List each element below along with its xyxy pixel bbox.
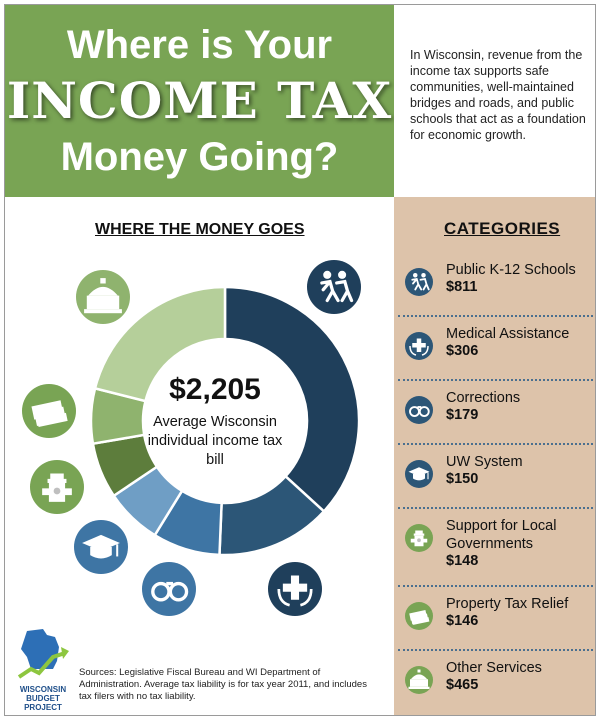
building-icon — [404, 665, 434, 695]
category-row — [394, 257, 596, 321]
medical-cross-hands-icon — [268, 562, 322, 616]
category-row — [394, 591, 596, 655]
logo-line-3: PROJECT — [24, 703, 62, 712]
logo-line-2: BUDGET — [26, 694, 60, 703]
category-divider — [398, 585, 593, 587]
category-value: $148 — [446, 553, 479, 569]
category-name: UW System — [446, 454, 523, 470]
category-name: Property Tax Relief — [446, 596, 569, 612]
graduation-cap-icon — [404, 459, 434, 489]
where-money-goes-heading: WHERE THE MONEY GOES — [95, 221, 305, 238]
intro-panel — [394, 5, 596, 197]
handcuffs-icon — [404, 395, 434, 425]
logo-text — [13, 685, 73, 712]
category-row — [394, 385, 596, 449]
children-running-icon — [307, 260, 361, 314]
intro-text: In Wisconsin, revenue from the income tax supports safe communities, well-maintained bridges and roads, and public schools that act as a foundation for economic growth. — [410, 48, 586, 142]
medical-cross-hands-icon — [404, 331, 434, 361]
average-bill-amount: $2,205 — [169, 373, 261, 406]
title-line-2: INCOME TAX — [6, 71, 393, 130]
category-value: $146 — [446, 613, 479, 629]
category-row — [394, 513, 596, 577]
category-name: Other Services — [446, 660, 542, 676]
category-value: $306 — [446, 343, 479, 359]
children-running-icon — [404, 267, 434, 297]
categories-heading: CATEGORIES — [444, 219, 561, 238]
category-row — [394, 449, 596, 513]
category-name: Support for Local Governments — [446, 518, 557, 552]
categories-panel — [394, 197, 596, 716]
category-name: Public K-12 Schools — [446, 262, 576, 278]
fire-hydrant-icon — [30, 460, 84, 514]
infographic — [4, 4, 596, 716]
fire-hydrant-icon — [404, 523, 434, 553]
handcuffs-icon — [142, 562, 196, 616]
logo-line-1: WISCONSIN — [19, 685, 67, 694]
category-divider — [398, 649, 593, 651]
category-value: $179 — [446, 407, 479, 423]
building-icon — [76, 270, 130, 324]
category-name: Medical Assistance — [446, 326, 570, 342]
title-line-3: Money Going? — [60, 135, 339, 179]
title-panel — [5, 5, 394, 197]
category-value: $811 — [446, 279, 478, 295]
graduation-cap-icon — [74, 520, 128, 574]
category-row — [394, 321, 596, 385]
money-stack-icon — [22, 384, 76, 438]
category-value: $150 — [446, 471, 479, 487]
sources-note: Sources: Legislative Fiscal Bureau and WI Department of Administration. Average tax liability is for tax year 2011, and includes tax filers with no tax liability. — [79, 667, 367, 702]
average-bill-label: Average Wisconsin individual income tax bill — [147, 414, 283, 468]
category-divider — [398, 507, 593, 509]
category-divider — [398, 379, 593, 381]
category-name: Corrections — [446, 390, 521, 406]
category-value: $465 — [446, 677, 479, 693]
money-stack-icon — [404, 601, 434, 631]
category-divider — [398, 443, 593, 445]
title-line-1: Where is Your — [66, 23, 333, 67]
category-divider — [398, 315, 593, 317]
category-row — [394, 655, 596, 716]
